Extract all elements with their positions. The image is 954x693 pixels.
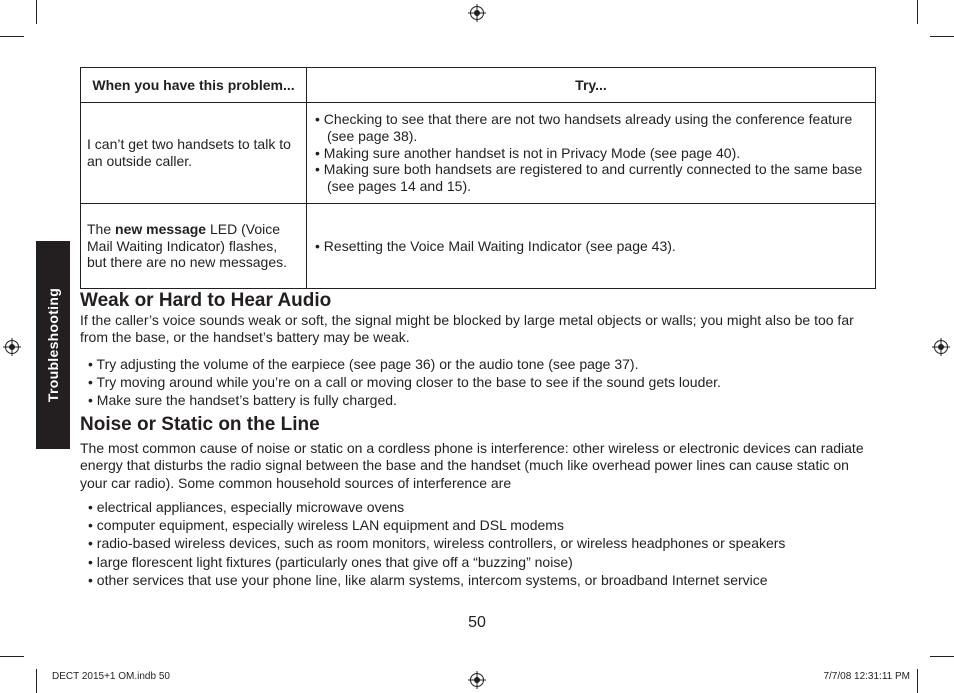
solution-item: • Resetting the Voice Mail Waiting Indicator (see page 43). — [315, 237, 676, 254]
page-number: 50 — [468, 614, 486, 631]
section-intro: The most common cause of noise or static on a cordless phone is interference: other wireless or electronic devices can radiate energy that disturbs the radio signal between the base and the handset (much like overhead power lines can cause static on your car radio). Some common household sources of interference are — [80, 440, 864, 491]
crop-mark — [0, 36, 24, 37]
crop-mark — [930, 36, 954, 37]
troubleshooting-table — [80, 67, 876, 289]
registration-mark-icon — [468, 671, 486, 689]
registration-mark-icon — [468, 4, 486, 22]
problem-cell — [81, 204, 307, 289]
solution-cell — [307, 103, 876, 204]
list-item: • Try moving around while you’re on a call or moving closer to the base to see if the sound gets louder. — [88, 373, 721, 390]
problem-text-post: LED (Voice Mail Waiting Indicator) flashes, but there are no new messages. — [87, 220, 288, 271]
footer-timestamp: 7/7/08 12:31:11 PM — [823, 671, 910, 682]
registration-mark-icon — [3, 338, 21, 356]
side-tab-label: Troubleshooting — [45, 287, 61, 403]
list-item: • electrical appliances, especially microwave ovens — [88, 498, 405, 515]
registration-mark-icon — [932, 338, 950, 356]
list-item: • other services that use your phone line, like alarm systems, intercom systems, or broadband Internet service — [88, 571, 768, 588]
solution-item: • Checking to see that there are not two handsets already using the conference feature (see page 38). — [315, 111, 853, 144]
problem-text-bold: new message — [115, 220, 207, 237]
crop-mark — [0, 656, 24, 657]
bullet-list — [80, 355, 880, 410]
section-intro: If the caller’s voice sounds weak or soft, the signal might be blocked by large metal objects or walls; you might also be too far from the base, or the handset’s battery may be weak. — [80, 312, 854, 346]
list-item: • large florescent light fixtures (particularly ones that give off a “buzzing” noise) — [88, 553, 573, 570]
list-item: • radio-based wireless devices, such as room monitors, wireless controllers, or wireless headphones or speakers — [88, 535, 786, 552]
solution-item: • Making sure both handsets are registered to and currently connected to the same base (see pages 14 and 15). — [315, 161, 863, 195]
table-header-problem: When you have this problem... — [81, 68, 307, 103]
footer-file-info: DECT 2015+1 OM.indb 50 — [52, 671, 170, 682]
section-side-tab — [36, 241, 70, 449]
crop-mark — [917, 0, 918, 24]
noise-static-section — [80, 414, 880, 589]
section-heading: Weak or Hard to Hear Audio — [80, 290, 332, 311]
crop-mark — [36, 669, 37, 693]
list-item: • Make sure the handset’s battery is fully charged. — [88, 392, 397, 408]
problem-text-pre: The — [87, 220, 116, 237]
table-row — [81, 204, 876, 289]
solution-cell — [307, 204, 876, 289]
weak-audio-section — [80, 290, 880, 409]
crop-mark — [917, 669, 918, 693]
table-header-row — [81, 68, 876, 103]
problem-cell: I can’t get two handsets to talk to an outside caller. — [81, 103, 307, 204]
table-header-try: Try... — [307, 68, 876, 103]
list-item: • Try adjusting the volume of the earpiece (see page 36) or the audio tone (see page 37). — [88, 355, 639, 372]
crop-mark — [930, 656, 954, 657]
table-row — [81, 103, 876, 204]
solution-item: • Making sure another handset is not in Privacy Mode (see page 40). — [315, 144, 741, 161]
list-item: • computer equipment, especially wireless LAN equipment and DSL modems — [88, 517, 564, 534]
section-heading: Noise or Static on the Line — [80, 414, 320, 435]
crop-mark — [36, 0, 37, 24]
bullet-list — [80, 498, 880, 589]
